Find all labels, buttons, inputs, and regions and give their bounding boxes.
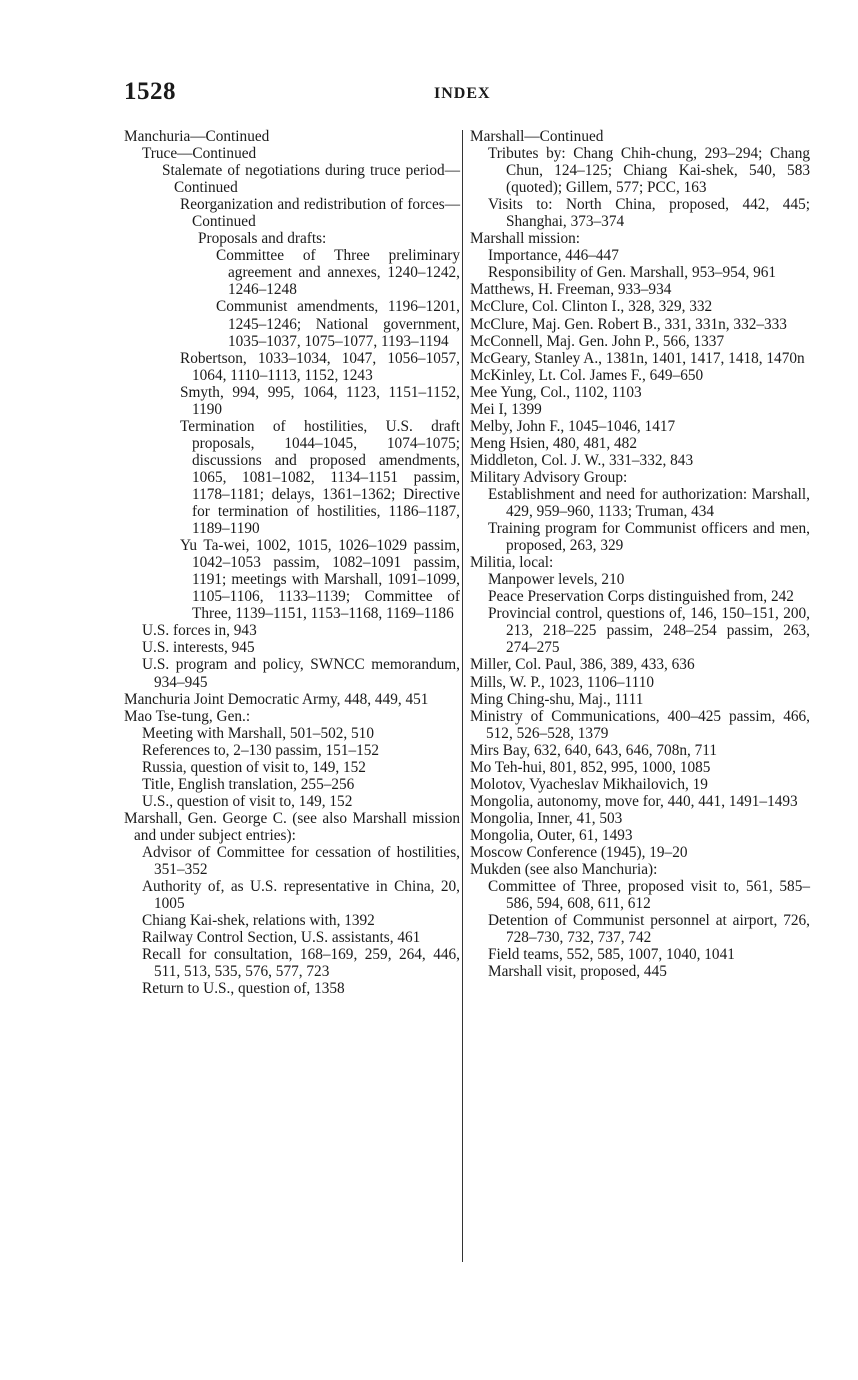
index-column-right bbox=[470, 128, 810, 980]
index-subentry: References to, 2–130 passim, 151–152 bbox=[142, 741, 380, 759]
index-subentry: Title, English translation, 255–256 bbox=[142, 775, 355, 793]
index-subentry: Peace Preservation Corps distinguished from, 242 bbox=[488, 588, 794, 606]
index-entry: Miller, Col. Paul, 386, 389, 433, 636 bbox=[470, 656, 695, 674]
index-entry: Manchuria Joint Democratic Army, 448, 449, 451 bbox=[124, 690, 429, 708]
index-subentry: U.S. program and policy, SWNCC memorandum, 934–945 bbox=[142, 656, 460, 691]
index-entry: Meng Hsien, 480, 481, 482 bbox=[470, 434, 637, 452]
index-entry: McGeary, Stanley A., 1381n, 1401, 1417, 1418, 1470n bbox=[470, 349, 805, 367]
index-entry: Molotov, Vyacheslav Mikhailovich, 19 bbox=[470, 775, 708, 793]
index-subentry: Recall for consultation, 168–169, 259, 264, 446, 511, 513, 535, 576, 577, 723 bbox=[142, 946, 460, 981]
index-entry: Ministry of Communications, 400–425 passim, 466, 512, 526–528, 1379 bbox=[470, 707, 810, 742]
index-subentry: Proposals and drafts: bbox=[198, 230, 327, 248]
index-entry: McClure, Col. Clinton I., 328, 329, 332 bbox=[470, 298, 713, 316]
index-subentry: Committee of Three, proposed visit to, 561, 585–586, 594, 608, 611, 612 bbox=[488, 878, 810, 913]
page-number: 1528 bbox=[124, 78, 176, 105]
index-subentry: Committee of Three preliminary agreement and annexes, 1240–1242, 1246–1248 bbox=[216, 247, 460, 299]
index-subentry: Marshall visit, proposed, 445 bbox=[488, 963, 667, 981]
index-entry: McKinley, Lt. Col. James F., 649–650 bbox=[470, 366, 704, 384]
index-entry: Ming Ching-shu, Maj., 1111 bbox=[470, 690, 644, 708]
index-subentry: Manpower levels, 210 bbox=[488, 571, 625, 589]
index-subentry: Communist amendments, 1196–1201, 1245–1246; National government, 1035–1037, 1075–1077, 1193–1194 bbox=[216, 298, 460, 350]
index-subentry: Smyth, 994, 995, 1064, 1123, 1151–1152, 1190 bbox=[180, 383, 460, 418]
index-entry: Middleton, Col. J. W., 331–332, 843 bbox=[470, 451, 694, 469]
index-entry: McClure, Maj. Gen. Robert B., 331, 331n, 332–333 bbox=[470, 315, 787, 333]
index-entry: Marshall—Continued bbox=[470, 128, 604, 145]
index-subentry: Truce—Continued bbox=[142, 145, 257, 163]
index-subentry: Responsibility of Gen. Marshall, 953–954, 961 bbox=[488, 264, 777, 282]
index-entry: Mongolia, autonomy, move for, 440, 441, 1491–1493 bbox=[470, 792, 798, 810]
index-entry: Moscow Conference (1945), 19–20 bbox=[470, 843, 688, 861]
index-subentry: Tributes by: Chang Chih-chung, 293–294; Chang Chun, 124–125; Chiang Kai-shek, 540, 583 (quoted); Gillem, 577; PCC, 163 bbox=[488, 145, 810, 197]
running-head: INDEX bbox=[434, 85, 491, 102]
index-subentry: Detention of Communist personnel at airport, 726, 728–730, 732, 737, 742 bbox=[488, 912, 810, 947]
index-entry: Mo Teh-hui, 801, 852, 995, 1000, 1085 bbox=[470, 758, 711, 776]
index-subentry: Reorganization and redistribution of forces—Continued bbox=[180, 196, 460, 231]
index-subentry: Establishment and need for authorization: Marshall, 429, 959–960, 1133; Truman, 434 bbox=[488, 485, 810, 521]
index-entry: Mukden (see also Manchuria): bbox=[470, 861, 658, 879]
index-entry: Melby, John F., 1045–1046, 1417 bbox=[470, 417, 676, 435]
index-subentry: U.S. interests, 945 bbox=[142, 639, 255, 657]
index-subentry: Training program for Communist officers and men, proposed, 263, 329 bbox=[488, 520, 810, 555]
index-entry: Mee Yung, Col., 1102, 1103 bbox=[470, 383, 642, 401]
index-entry: Marshall mission: bbox=[470, 230, 581, 248]
index-subentry: Return to U.S., question of, 1358 bbox=[142, 980, 345, 998]
page-header bbox=[124, 78, 836, 112]
index-entry: McConnell, Maj. Gen. John P., 566, 1337 bbox=[470, 332, 725, 350]
index-subentry: Yu Ta-wei, 1002, 1015, 1026–1029 passim, 1042–1053 passim, 1082–1091 passim, 1191; meetings with Marshall, 1091–1099, 1105–1106, 1133–1139; Committee of Three, 1139–1151, 1153–1168, 1169–1186 bbox=[180, 537, 460, 623]
index-entry: Military Advisory Group: bbox=[470, 468, 628, 486]
index-entry: Mirs Bay, 632, 640, 643, 646, 708n, 711 bbox=[470, 741, 718, 759]
index-subentry: Meeting with Marshall, 501–502, 510 bbox=[142, 724, 374, 742]
index-entry: Mao Tse-tung, Gen.: bbox=[124, 707, 251, 725]
index-subentry: Field teams, 552, 585, 1007, 1040, 1041 bbox=[488, 946, 735, 964]
index-subentry: Robertson, 1033–1034, 1047, 1056–1057, 1064, 1110–1113, 1152, 1243 bbox=[180, 349, 460, 384]
index-subentry: Authority of, as U.S. representative in China, 20, 1005 bbox=[142, 878, 460, 913]
index-subentry: Provincial control, questions of, 146, 150–151, 200, 213, 218–225 passim, 248–254 passim, 263, 274–275 bbox=[488, 605, 810, 657]
index-subentry: Importance, 446–447 bbox=[488, 247, 619, 265]
index-entry: Mills, W. P., 1023, 1106–1110 bbox=[470, 673, 655, 691]
index-subentry: Stalemate of negotiations during truce period—Continued bbox=[162, 162, 460, 197]
index-entry: Mei I, 1399 bbox=[470, 400, 542, 418]
index-subentry: Russia, question of visit to, 149, 152 bbox=[142, 758, 366, 776]
index-entry: Manchuria—Continued bbox=[124, 128, 270, 145]
column-divider bbox=[462, 130, 463, 1262]
index-column-left bbox=[124, 128, 460, 997]
index-entry: Marshall, Gen. George C. (see also Marshall mission and under subject entries): bbox=[124, 809, 460, 844]
index-subentry: Chiang Kai-shek, relations with, 1392 bbox=[142, 912, 375, 930]
index-entry: Mongolia, Inner, 41, 503 bbox=[470, 809, 623, 827]
index-subentry: U.S. forces in, 943 bbox=[142, 622, 257, 640]
index-entry: Matthews, H. Freeman, 933–934 bbox=[470, 281, 672, 299]
index-subentry: Railway Control Section, U.S. assistants, 461 bbox=[142, 929, 421, 947]
index-entry: Militia, local: bbox=[470, 554, 554, 572]
index-subentry: Advisor of Committee for cessation of hostilities, 351–352 bbox=[142, 843, 460, 879]
index-entry: Mongolia, Outer, 61, 1493 bbox=[470, 826, 633, 844]
index-subentry: Visits to: North China, proposed, 442, 445; Shanghai, 373–374 bbox=[488, 196, 810, 231]
index-subentry: U.S., question of visit to, 149, 152 bbox=[142, 792, 353, 810]
index-subentry: Termination of hostilities, U.S. draft proposals, 1044–1045, 1074–1075; discussions and proposed amendments, 1065, 1081–1082, 1134–1151 passim, 1178–1181; delays, 1361–1362; Directive for termination of hostilities, 1186–1187, 1189–1190 bbox=[180, 417, 460, 538]
